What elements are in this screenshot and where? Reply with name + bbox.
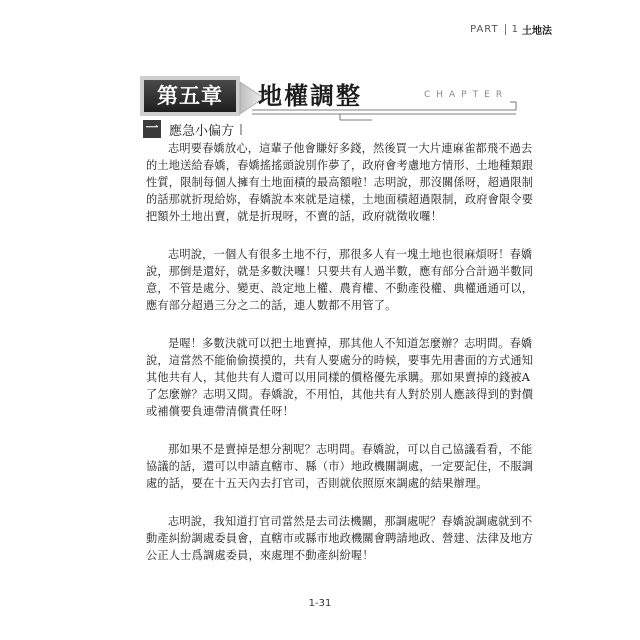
- body-text: [146, 140, 534, 585]
- text-line: 動產糾紛調處委員會，直轄市或縣市地政機關會聘請地政、營建、法律及地方: [146, 532, 534, 545]
- text-line: 意，不管是處分、變更、設定地上權、農育權、不動產役權、典權通通可以，: [146, 282, 534, 295]
- paragraph: [146, 140, 534, 225]
- text-line: 的話那就折現給妳，春嬌說本來就是這樣，土地面積超過限制，政府會限令要: [146, 193, 534, 206]
- header-separator: [505, 24, 506, 35]
- chapter-title: 地權調整: [258, 82, 362, 110]
- part-label: PART: [470, 24, 499, 35]
- text-line: 性質，限制每個人擁有土地面積的最高額啦！志明說，那沒關係呀，超過限制: [146, 176, 534, 189]
- text-line: 是喔！多數決就可以把土地賣掉，那其他人不知道怎麼辦？志明問。春嬌: [168, 337, 533, 350]
- text-line: 的土地送給春嬌，春嬌搖搖頭說別作夢了，政府會考慮地方情形、土地種類跟: [146, 159, 534, 172]
- section-heading: [143, 120, 242, 138]
- section-title: 應急小偏方: [169, 123, 235, 139]
- page-number: 1-31: [308, 598, 332, 609]
- part-number: 1: [511, 24, 518, 35]
- text-line: 處的話，要在十五天內去打官司，否則就依照原來調處的結果辦理。: [146, 477, 488, 490]
- text-line: 志明說，一個人有很多土地不行，那很多人有一塊土地也很麻煩呀！春嬌: [168, 248, 533, 261]
- section-bar-icon: [240, 124, 242, 135]
- text-line: 協議的話，還可以申請直轄市、縣（市）地政機關調處，一定要記住，不服調: [146, 460, 534, 473]
- running-chapter-name: 土地法: [522, 26, 552, 37]
- text-line: 說，這當然不能偷偷摸摸的，共有人要處分的時候，要事先用書面的方式通知: [146, 354, 534, 367]
- paragraph: [146, 335, 534, 420]
- text-line: 志明要春嬌放心，這輩子他會賺好多錢，然後買一大片連麻雀都飛不過去: [168, 142, 533, 155]
- text-line: 應有部分超過三分之二的話，連人數都不用管了。: [146, 299, 397, 312]
- text-line: 了怎麼辦？志明又問。春嬌說，不用怕，其他共有人對於別人應該得到的對價: [146, 388, 534, 401]
- text-line: 公正人士爲調處委員，來處理不動產糾紛喔！: [146, 549, 374, 562]
- chapter-banner: [140, 72, 520, 122]
- text-line: 志明說，我知道打官司當然是去司法機關，那調處呢？春嬌說調處就到不: [168, 515, 533, 528]
- text-line: 或補償要負連帶清償責任呀！: [146, 405, 295, 418]
- chapter-number: 第五章: [157, 84, 223, 108]
- running-header: [470, 22, 552, 37]
- section-mark: 一: [143, 120, 161, 138]
- paragraph: [146, 246, 534, 314]
- chapter-word: CHAPTER: [424, 90, 509, 100]
- text-line: 把額外土地出賣，就是折現呀，不賣的話，政府就徵收囉！: [146, 210, 443, 223]
- paragraph: [146, 441, 534, 492]
- text-line: 說，那倒是還好，就是多數決囉！只要共有人過半數，應有部分合計過半數同: [146, 265, 534, 278]
- text-line: 那如果不是賣掉是想分割呢？志明問。春嬌說，可以自己協議看看，不能: [168, 443, 533, 456]
- text-line: 其他共有人，其他共有人還可以用同樣的價格優先承購。那如果賣掉的錢被A: [146, 371, 531, 384]
- paragraph: [146, 513, 534, 564]
